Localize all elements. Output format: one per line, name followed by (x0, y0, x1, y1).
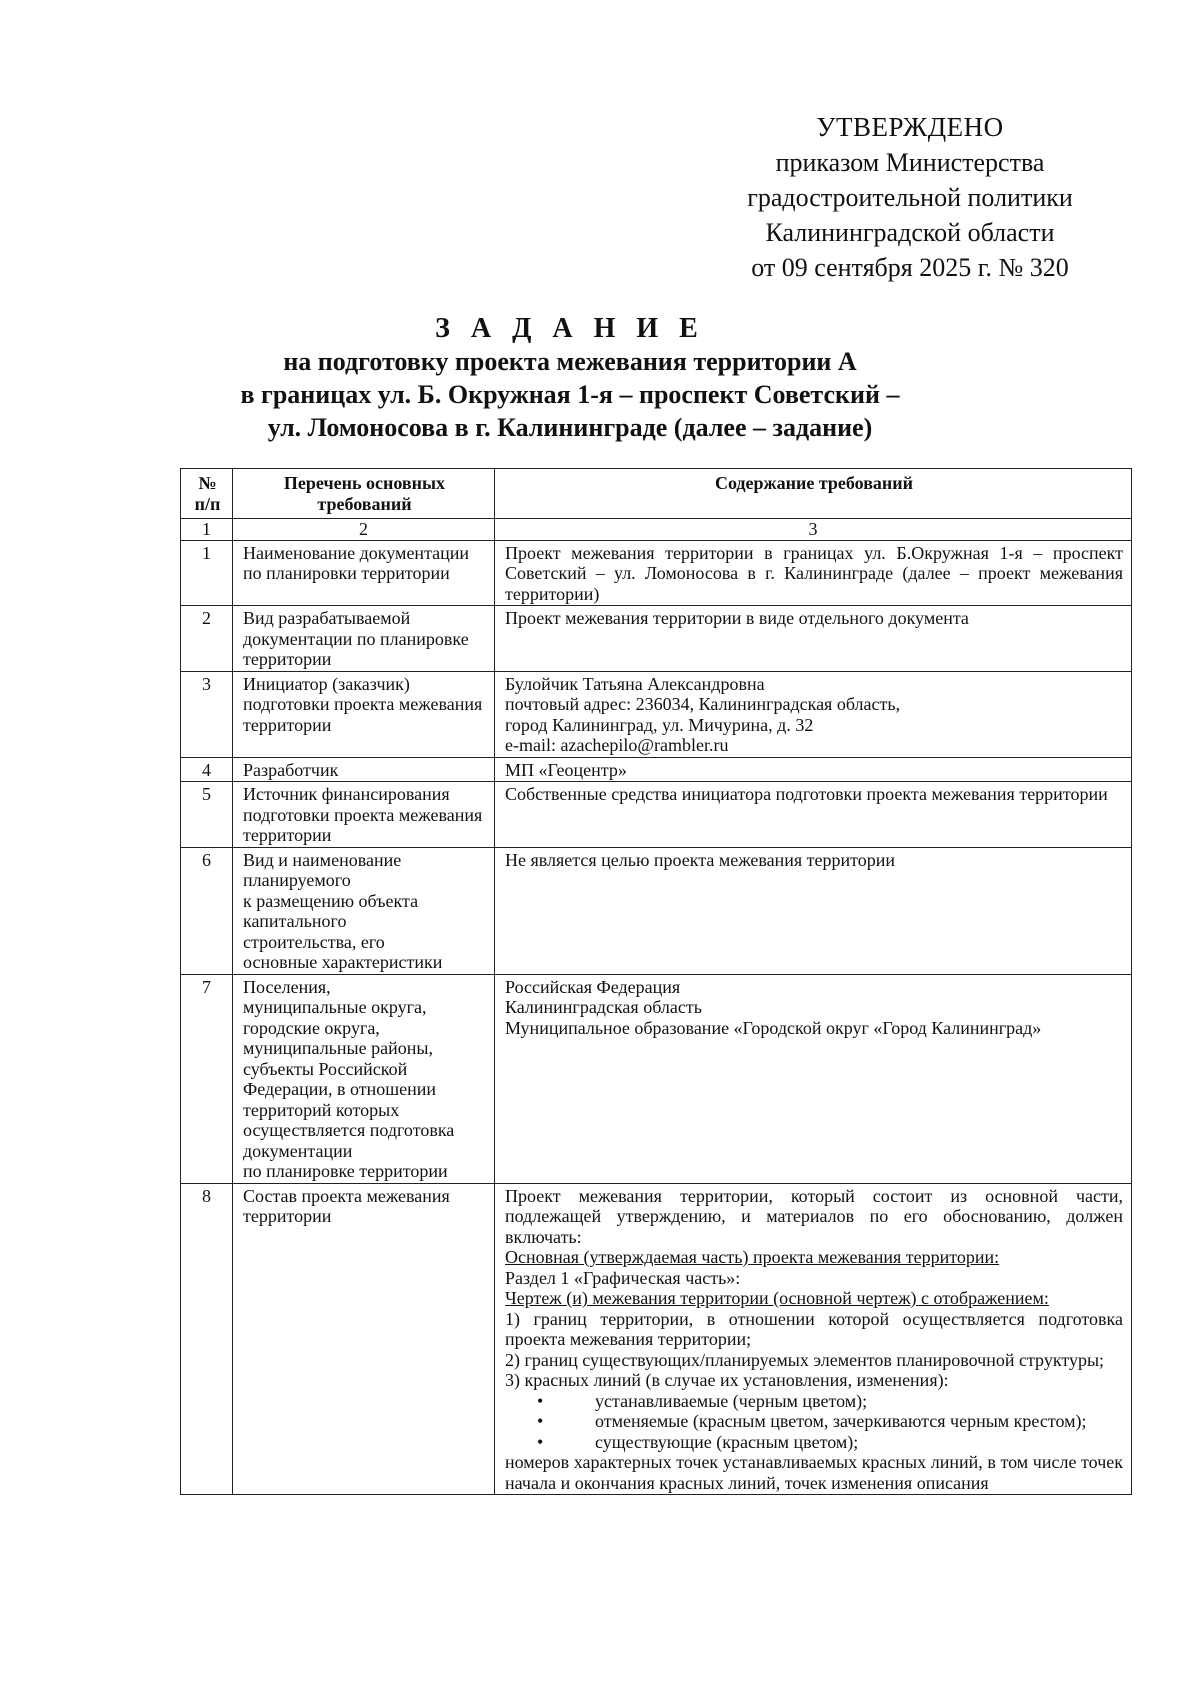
name-line: осуществляется подготовка (243, 1120, 455, 1140)
composition-intro: Проект межевания территории, который состоит из основной части, подлежащей утверждению, и материалов по его обоснованию, должен включать: (505, 1185, 1123, 1247)
requirement-name: Состав проекта межевания территории (233, 1183, 495, 1495)
table-row (181, 974, 1132, 1183)
requirement-name (233, 847, 495, 974)
name-line: капитального (243, 911, 347, 931)
row-number: 5 (181, 782, 233, 848)
row-number: 3 (181, 671, 233, 757)
table-row (181, 847, 1132, 974)
content-line: Муниципальное образование «Городской округ «Город Калининград» (505, 1017, 1042, 1038)
initiator-address-1: почтовый адрес: 236034, Калининградская область, (505, 694, 901, 714)
requirement-content: Проект межевания территории в виде отдельного документа (495, 606, 1132, 672)
name-line: планируемого (243, 870, 351, 890)
requirement-content (495, 671, 1132, 757)
list-item: 2) границ существующих/планируемых элементов планировочной структуры; (505, 1349, 1105, 1370)
requirement-content: Не является целью проекта межевания территории (495, 847, 1132, 974)
approval-line-1: приказом Министерства (775, 148, 1045, 177)
task-title-line-2: в границах ул. Б. Окружная 1-я – проспект Советский – (240, 380, 900, 409)
composition-tail: номеров характерных точек устанавливаемых красных линий, в том числе точек начала и окончания красных линий, точек изменения описания (505, 1452, 1123, 1493)
requirement-name: Наименование документации по планировки территории (233, 540, 495, 606)
bullet-item (505, 1432, 1123, 1453)
initiator-name: Булойчик Татьяна Александровна (505, 673, 765, 694)
row-number: 1 (181, 540, 233, 606)
table-header-row (181, 469, 1132, 519)
name-line: основные характеристики (243, 952, 443, 972)
col-number-1: 1 (181, 519, 233, 541)
requirement-content: МП «Геоцентр» (495, 757, 1132, 782)
content-line: Калининградская область (505, 997, 702, 1017)
requirement-content (495, 1183, 1132, 1495)
name-line: городские округа, (243, 1017, 380, 1038)
requirement-content: Проект межевания территории в границах ул. Б.Окружная 1-я – проспект Советский – ул. Ломоносова в г. Калининграде (далее – проект межевания территории) (495, 540, 1132, 606)
section-1-heading: Раздел 1 «Графическая часть»: (505, 1267, 741, 1288)
initiator-address-2: город Калининград, ул. Мичурина, д. 32 (505, 714, 814, 735)
bullet-item (505, 1391, 1123, 1412)
table-row (181, 540, 1132, 606)
approval-line-3: Калининградской области (765, 218, 1055, 247)
name-line: муниципальные округа, (243, 997, 427, 1017)
bullet-text: существующие (красным цветом); (595, 1431, 859, 1452)
approval-title: УТВЕРЖДЕНО (816, 112, 1004, 142)
name-line: Федерации, в отношении (243, 1079, 437, 1099)
requirement-name (233, 974, 495, 1183)
header-list: Перечень основных требований (233, 469, 495, 519)
table-row (181, 1183, 1132, 1495)
requirement-content: Собственные средства инициатора подготовки проекта межевания территории (495, 782, 1132, 848)
approval-line-2: градостроительной политики (747, 183, 1073, 212)
requirement-name: Разработчик (233, 757, 495, 782)
task-title-line-3: ул. Ломоносова в г. Калининграде (далее – задание) (267, 413, 873, 442)
main-part-heading: Основная (утверждаемая часть) проекта межевания территории: (505, 1247, 1000, 1267)
col-number-2: 2 (233, 519, 495, 541)
name-line: субъекты Российской (243, 1058, 408, 1079)
row-number: 6 (181, 847, 233, 974)
header-num: № п/п (181, 469, 233, 519)
row-number: 4 (181, 757, 233, 782)
requirement-name: Инициатор (заказчик) подготовки проекта межевания территории (233, 671, 495, 757)
list-item: 3) красных линий (в случае их установления, изменения): (505, 1370, 949, 1390)
initiator-email: e-mail: azachepilo@rambler.ru (505, 735, 729, 755)
table-row (181, 782, 1132, 848)
task-title-line-1: на подготовку проекта межевания территории А (283, 347, 857, 376)
requirement-name: Источник финансирования подготовки проекта межевания территории (233, 782, 495, 848)
name-line: документации (243, 1140, 353, 1161)
table-row (181, 757, 1132, 782)
requirement-name: Вид разрабатываемой документации по планировке территории (233, 606, 495, 672)
name-line: к размещению объекта (243, 890, 419, 911)
col-number-3: 3 (495, 519, 1132, 541)
task-heading: З А Д А Н И Е (435, 313, 705, 344)
row-number: 7 (181, 974, 233, 1183)
name-line: Вид и наименование (243, 849, 402, 870)
approval-block (700, 110, 1120, 285)
row-number: 2 (181, 606, 233, 672)
drawing-heading: Чертеж (и) межевания территории (основной чертеж) с отображением: (505, 1288, 1049, 1308)
bullet-text: устанавливаемые (черным цветом); (595, 1390, 868, 1411)
name-line: территорий которых (243, 1099, 400, 1120)
name-line: муниципальные районы, (243, 1038, 433, 1058)
content-line: Российская Федерация (505, 976, 681, 997)
column-number-row (181, 519, 1132, 541)
row-number: 8 (181, 1183, 233, 1495)
task-title (180, 312, 960, 444)
name-line: Поселения, (243, 976, 331, 997)
name-line: строительства, его (243, 931, 385, 952)
list-item: 1) границ территории, в отношении которой осуществляется подготовка проекта межевания территории; (505, 1308, 1123, 1349)
bullet-item (505, 1411, 1123, 1432)
approval-line-4: от 09 сентября 2025 г. № 320 (751, 253, 1069, 282)
table-row (181, 606, 1132, 672)
header-content: Содержание требований (495, 469, 1132, 519)
name-line: по планировке территории (243, 1161, 448, 1181)
table-row (181, 671, 1132, 757)
requirement-content (495, 974, 1132, 1183)
bullet-text: отменяемые (красным цветом, зачеркиваются черным крестом); (595, 1411, 1087, 1431)
requirements-table (180, 468, 1132, 1495)
